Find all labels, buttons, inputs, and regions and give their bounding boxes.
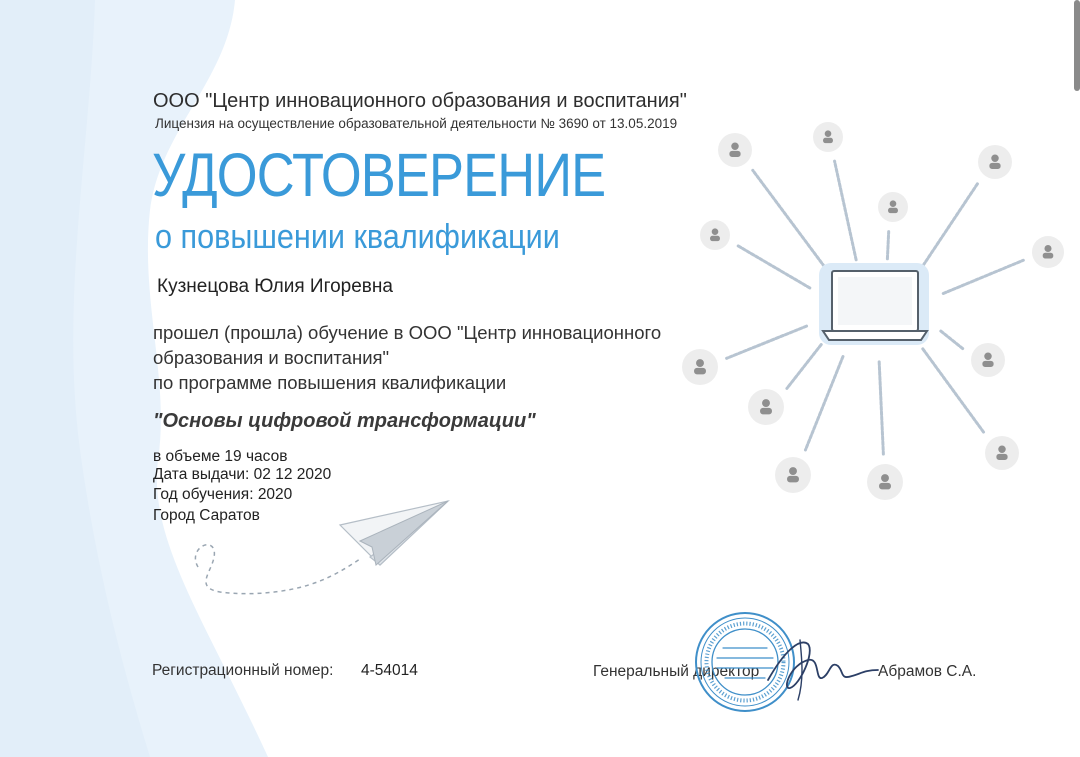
- laptop-icon: [819, 263, 929, 345]
- user-icon: [718, 133, 752, 167]
- city-line: Город Саратов: [153, 507, 260, 524]
- user-icon: [1032, 236, 1064, 268]
- network-illustration: [680, 115, 1080, 505]
- user-icon: [700, 220, 730, 250]
- connection-line: [920, 183, 978, 270]
- connection-line: [738, 246, 810, 288]
- registration-label: Регистрационный номер:: [152, 662, 334, 679]
- issue-date-line: Дата выдачи: 02 12 2020: [153, 466, 332, 483]
- director-name: Абрамов С.А.: [878, 663, 977, 680]
- body-line-3: по программе повышения квалификации: [153, 372, 507, 393]
- connection-line: [727, 326, 807, 358]
- hours-line: в объеме 19 часов: [153, 448, 288, 465]
- scrollbar[interactable]: [1074, 0, 1080, 91]
- paper-plane-icon: [180, 495, 460, 615]
- user-icon: [978, 145, 1012, 179]
- user-icon: [813, 122, 843, 152]
- recipient-name: Кузнецова Юлия Игоревна: [157, 276, 393, 297]
- connection-line: [941, 331, 963, 349]
- certificate-title: УДОСТОВЕРЕНИЕ: [152, 141, 606, 209]
- body-line-1: прошел (прошла) обучение в ООО "Центр инновационного: [153, 322, 662, 343]
- signature: [760, 630, 880, 705]
- organization-name: ООО "Центр инновационного образования и воспитания": [153, 90, 687, 112]
- connection-line: [787, 345, 821, 389]
- user-icon: [682, 349, 718, 385]
- user-icon: [867, 464, 903, 500]
- connection-line: [835, 161, 857, 260]
- registration-number: 4-54014: [361, 662, 418, 679]
- license-line: Лицензия на осуществление образовательной деятельности № 3690 от 13.05.2019: [155, 116, 678, 131]
- user-icon: [748, 389, 784, 425]
- connection-line: [753, 170, 828, 271]
- body-line-2: образования и воспитания": [153, 347, 390, 368]
- connection-line: [887, 232, 888, 259]
- certificate-subtitle: о повышении квалификации: [155, 218, 560, 256]
- connection-line: [943, 260, 1023, 293]
- connection-line: [879, 362, 883, 454]
- connection-line: [805, 357, 842, 450]
- study-year-line: Год обучения: 2020: [153, 486, 293, 503]
- user-icon: [775, 457, 811, 493]
- user-icon: [985, 436, 1019, 470]
- program-name: "Основы цифровой трансформации": [153, 410, 536, 432]
- user-icon: [971, 343, 1005, 377]
- user-icon: [878, 192, 908, 222]
- director-title: Генеральный директор: [593, 663, 760, 680]
